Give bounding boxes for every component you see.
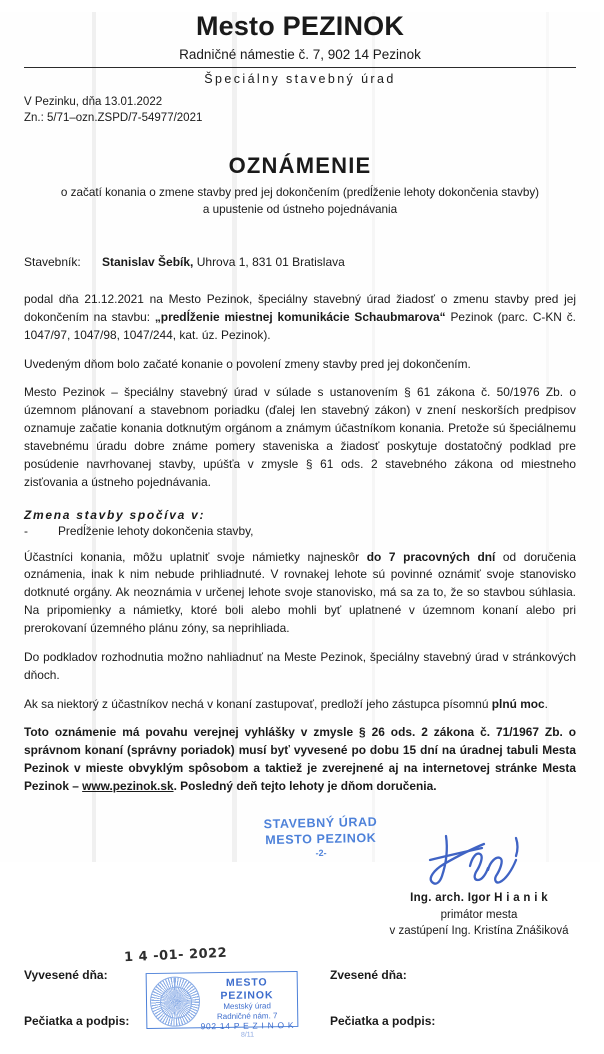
p7-part-a: Toto oznámenie má povahu verejnej vyhlášky v zmysle § 26 ods. 2 zákona č. 71/1967 Zb. o správnom konaní (správny poriadok) musí byť vyvesené po dobu 15 dní na úradnej tabuli Mesta Pezinok v mieste obvyklým spôsobom a taktiež je zverejnené aj na internetovej stránke Mesta Pezinok –	[24, 725, 576, 794]
department-name: Špeciálny stavebný úrad	[204, 71, 396, 86]
stamp-line-5: 8/11	[240, 1030, 255, 1039]
stamp-line-3: Radničné nám. 7	[216, 1010, 278, 1021]
power-of-attorney: plnú moc	[491, 696, 545, 711]
signatory-deputy: v zastúpení Ing. Kristína Znášiková	[389, 925, 569, 938]
coat-of-arms-icon	[150, 976, 201, 1027]
reference-number: Zn.: 5/71–ozn.ZSPD/7-54977/2021	[24, 112, 203, 125]
builder-value	[102, 255, 345, 269]
removed-seal-label: Pečiatka a podpis:	[330, 1013, 436, 1028]
signatory-name: Ing. arch. Igor H i a n i k	[410, 891, 548, 904]
place-and-date: V Pezinku, dňa 13.01.2022	[24, 95, 163, 108]
organization-title: Mesto PEZINOK	[195, 11, 405, 41]
p4-part-a: Účastníci konania, môžu uplatniť svoje námietky najneskôr	[24, 549, 367, 564]
paragraph-proceeding-start: Uvedeným dňom bolo začaté konanie o povolení zmeny stavby pred jej dokončením.	[24, 356, 471, 371]
municipal-office-stamp	[146, 971, 299, 1039]
document-content	[0, 12, 600, 940]
p4-part-c: od doručenia oznámenia, inak k nim nebude prihliadnuté. V rovnakej lehote sú povinné oznámiť svoje stanovisko dotknuté orgány. Ak neoznámia v určenej lehote svoje stanovisko, má sa za to, že so stavbou súhlasia. Na pripomienky a námietky, ktoré boli alebo mohli byť uplatnené v územnom konaní alebo pri prerokovaní územného plánu zóny, sa neprihliada.	[24, 549, 576, 635]
change-item-text: Predĺženie lehoty dokončenia stavby,	[58, 523, 254, 538]
paragraph-objections	[24, 549, 576, 638]
stamp-line-1: MESTO PEZINOK	[220, 976, 274, 1002]
header-divider	[24, 67, 576, 68]
paragraph-file-inspection: Do podkladov rozhodnutia možno nahliadnuť na Meste Pezinok, špeciálny stavebný úrad v stránkových dňoch.	[24, 649, 576, 682]
subtitle-line-1: o začatí konania o zmene stavby pred jej dokončením (predĺženie lehoty dokončenia stavby)	[60, 186, 540, 200]
document-page	[0, 11, 600, 1039]
letterhead	[24, 12, 576, 86]
building-office-stamp	[264, 815, 378, 861]
builder-name: Stanislav Šebík,	[102, 254, 194, 269]
p7-part-b: . Posledný deň tejto lehoty je dňom doručenia.	[173, 779, 437, 794]
paragraph-request	[24, 291, 576, 345]
signatory-block	[354, 890, 604, 940]
stamp-line-2: Mestský úrad	[223, 1001, 271, 1012]
posted-seal-label: Pečiatka a podpis:	[24, 1013, 130, 1028]
page-marker: -2-	[315, 848, 327, 859]
objection-deadline: do 7 pracovných dní	[366, 549, 496, 564]
organization-address: Radničné námestie č. 7, 902 14 Pezinok	[179, 46, 421, 62]
stamp-line-4: 902 14 P E Z I N O K	[200, 1020, 295, 1032]
building-office-stamp-line-1: STAVEBNÝ ÚRAD	[263, 814, 378, 832]
removed-date-label: Zvesené dňa:	[330, 967, 407, 982]
document-body	[24, 291, 576, 796]
website-link[interactable]: www.pezinok.sk	[82, 779, 174, 794]
p6-part-a: Ak sa niektorý z účastníkov nechá v konaní zastupovať, predloží jeho zástupca písomnú	[24, 696, 492, 711]
document-footer	[0, 946, 600, 1054]
document-title: OZNÁMENIE	[228, 153, 372, 179]
builder-label: Stavebník:	[24, 254, 81, 269]
paragraph-public-notice	[24, 724, 576, 795]
change-list-item	[24, 524, 576, 538]
project-name: „predĺženie miestnej komunikácie Schaubmarova“	[154, 309, 446, 324]
p6-part-c: .	[544, 696, 548, 711]
building-office-stamp-line-2: MESTO PEZINOK	[265, 830, 377, 847]
signature-zone	[24, 812, 576, 940]
signatory-role: primátor mesta	[440, 908, 518, 921]
paragraph-legal-basis: Mesto Pezinok – špeciálny stavebný úrad v súlade s ustanovením § 61 zákona č. 50/1976 Zb. o územnom plánovaní a stavebnom poriadku (ďalej len stavebný zákon) v znení neskorších predpisov oznamuje začatie konania dotknutým orgánom a známym účastníkom konania. Pretože sú špeciálnemu stavebnému úradu dobre známe pomery staveniska a žiadosť poskytuje dostatočný podklad pre posúdenie navrhovanej stavby, upúšťa v zmysle § 61 ods. 2 stavebného zákona od miestneho zisťovania a ústneho pojednávania.	[24, 385, 576, 489]
subtitle-line-2: a upustenie od ústneho pojednávania	[202, 203, 398, 216]
posted-date-label: Vyvesené dňa:	[24, 967, 108, 982]
builder-address: Uhrova 1, 831 01 Bratislava	[193, 254, 345, 269]
p1-part-a: podal dňa 21.12.2021 na Mesto Pezinok, špeciálny stavebný úrad žiadosť o zmenu stavby pred jej dokončením na stavbu:	[24, 291, 576, 324]
builder-row	[24, 255, 576, 269]
document-subtitle	[24, 185, 576, 219]
coat-of-arms-inner	[160, 986, 192, 1018]
document-meta	[24, 94, 576, 127]
change-heading: Zmena stavby spočíva v:	[24, 507, 206, 522]
list-bullet: -	[24, 523, 28, 538]
p1-part-c: Pezinok (parc. C-KN č. 1047/97, 1047/98, 1047/244, kat. úz. Pezinok).	[24, 309, 576, 342]
paragraph-representation	[24, 696, 576, 714]
municipal-office-stamp-text	[199, 976, 296, 1040]
received-date-stamp: 1 4 -01- 2022	[123, 945, 228, 966]
